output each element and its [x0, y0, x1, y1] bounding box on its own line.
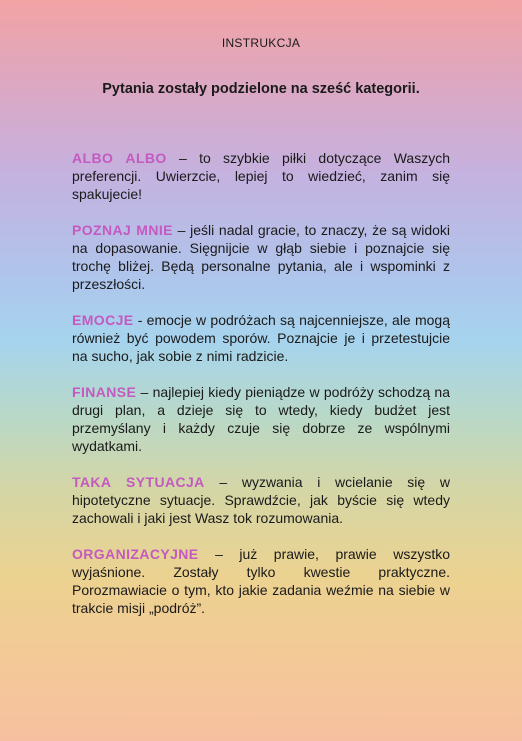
page-heading: INSTRUKCJA: [221, 36, 301, 50]
category-description: – wyzwania i wcielanie się w hipotetyczne sytuacje. Sprawdźcie, jak byście się wtedy zachowali i jaki jest Wasz tok rozumowania.: [72, 474, 450, 526]
category-title: FINANSE: [72, 384, 137, 400]
category-taka-sytuacja: [72, 473, 450, 527]
category-title: ORGANIZACYJNE: [72, 546, 199, 562]
category-organizacyjne: [72, 545, 450, 617]
category-title: ALBO ALBO: [72, 150, 167, 166]
page-subtitle: Pytania zostały podzielone na sześć kategorii.: [102, 81, 420, 97]
category-list: [72, 135, 450, 635]
category-title: POZNAJ MNIE: [72, 222, 173, 238]
category-poznaj-mnie: [72, 221, 450, 293]
category-description: – już prawie, prawie wszystko wyjaśnione. Zostały tylko kwestie praktyczne. Porozmawiacie o tym, kto jakie zadania weźmie na siebie w trakcie misji „podróż”.: [72, 546, 450, 616]
category-finanse: [72, 383, 450, 455]
category-emocje: [72, 311, 450, 365]
category-description: - emocje w podróżach są najcenniejsze, ale mogą również być powodem sporów. Poznajcie je i przetestujcie na sucho, jak sobie z nimi radzicie.: [72, 312, 450, 364]
category-title: EMOCJE: [72, 312, 134, 328]
category-title: TAKA SYTUACJA: [72, 474, 205, 490]
category-albo-albo: [72, 149, 450, 203]
category-description: – jeśli nadal gracie, to znaczy, że są widoki na dopasowanie. Sięgnijcie w głąb siebie i poznajcie się trochę bliżej. Będą personalne pytania, ale i wspominki z przeszłości.: [72, 222, 451, 292]
category-description: – najlepiej kiedy pieniądze w podróży schodzą na drugi plan, a dzieje się to wtedy, kiedy budżet jest przemyślany i każdy czuje się dobrze ze wspólnymi wydatkami.: [72, 384, 450, 454]
category-description: – to szybkie piłki dotyczące Waszych preferencji. Uwierzcie, lepiej to wiedzieć, zanim się spakujecie!: [72, 150, 451, 202]
